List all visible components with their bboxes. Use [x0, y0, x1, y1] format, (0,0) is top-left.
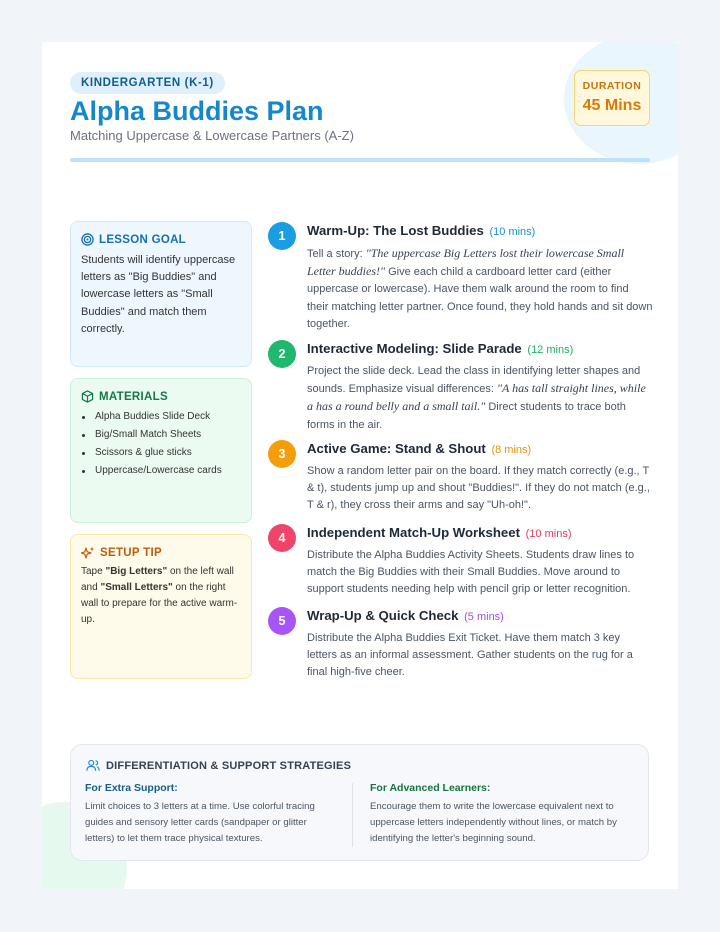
step-quote: "A has tall straight lines, while a has a round belly and a small tail." [307, 381, 646, 414]
step-duration: (10 mins) [489, 226, 536, 238]
step-duration: (8 mins) [491, 444, 532, 456]
step-description [307, 245, 653, 333]
sparkles-icon [81, 546, 95, 560]
step-duration: (5 mins) [464, 611, 504, 623]
lesson-plan-page [42, 42, 678, 889]
extra-support-column [85, 782, 335, 847]
step-title [307, 608, 653, 625]
setup-tip-card [70, 534, 252, 679]
lesson-goal-heading-text: LESSON GOAL [99, 233, 187, 246]
materials-item: Big/Small Match Sheets [81, 426, 241, 444]
step-body [307, 222, 653, 333]
setup-tip-text-part: Tape [81, 566, 106, 577]
lesson-goal-card [70, 221, 252, 367]
step-title [307, 223, 653, 240]
step-title-text: Independent Match-Up Worksheet [307, 525, 520, 540]
step-text: Project the slide deck. Lead the class in identifying letter shapes and sounds. Emphasize visual differences: [307, 365, 641, 396]
box-icon [81, 390, 94, 403]
users-icon [86, 759, 100, 772]
advanced-learners-title: For Advanced Learners: [370, 782, 491, 794]
differentiation-heading-text: DIFFERENTIATION & SUPPORT STRATEGIES [106, 759, 352, 772]
column-divider [352, 783, 353, 847]
step-description [307, 547, 653, 599]
lesson-goal-heading [81, 233, 241, 246]
step-title [307, 341, 653, 358]
step-title [307, 525, 653, 542]
step-title [307, 441, 653, 458]
step-title-text: Wrap-Up & Quick Check [307, 608, 459, 623]
step-title-text: Active Game: Stand & Shout [307, 441, 486, 456]
step-text: Direct students to trace both forms in the air. [307, 401, 626, 431]
step-title-text: Warm-Up: The Lost Buddies [307, 223, 484, 238]
step-number-badge: 5 [268, 607, 296, 635]
setup-tip-bold-big: "Big Letters" [105, 566, 168, 577]
differentiation-heading [86, 759, 351, 772]
page-subtitle: Matching Uppercase & Lowercase Partners (A-Z) [70, 128, 354, 143]
page-title: Alpha Buddies Plan [70, 96, 324, 126]
advanced-learners-column [370, 782, 620, 847]
header-divider [70, 158, 650, 162]
step-body [307, 340, 653, 434]
step-description [307, 630, 653, 682]
target-icon [81, 233, 94, 246]
setup-tip-bold-small: "Small Letters" [100, 582, 173, 593]
step-body [307, 440, 653, 515]
materials-heading-text: MATERIALS [99, 390, 168, 403]
step-number-badge: 4 [268, 524, 296, 552]
materials-item: Uppercase/Lowercase cards [81, 462, 241, 480]
step-number-badge: 3 [268, 440, 296, 468]
duration-label: DURATION [582, 80, 642, 92]
advanced-learners-text: Encourage them to write the lowercase equivalent next to uppercase letters independently without lines, or match by identifying the letter's beginning sound. [370, 801, 617, 844]
step-text: Show a random letter pair on the board. If they match correctly (e.g., T & t), students jump up and shout "Buddies!". If they do not match (e.g., T & r), they cross their arms and say "Uh-oh!". [307, 465, 650, 512]
materials-card [70, 378, 252, 523]
materials-list [81, 408, 241, 480]
step-duration: (10 mins) [525, 528, 572, 540]
extra-support-text: Limit choices to 3 letters at a time. Use colorful tracing guides and sensory letter cards (sandpaper or glitter letters) to let them trace physical textures. [85, 801, 315, 844]
materials-heading [81, 390, 241, 403]
materials-item: Scissors & glue sticks [81, 444, 241, 462]
duration-box [574, 70, 650, 126]
duration-value: 45 Mins [582, 97, 642, 114]
extra-support-title: For Extra Support: [85, 782, 178, 794]
setup-tip-text [81, 564, 241, 628]
materials-item: Alpha Buddies Slide Deck [81, 408, 241, 426]
step-text: Distribute the Alpha Buddies Activity Sheets. Students draw lines to match the Big Buddies with their Small Buddies. Move around to support students needing help with pencil grip or letter recognition. [307, 549, 635, 596]
step-text: Tell a story: [307, 248, 366, 260]
step-quote: "The uppercase Big Letters lost their lowercase Small Letter buddies!" [307, 246, 625, 279]
step-text: Give each child a cardboard letter card (either uppercase or lowercase). Have them walk around the room to find their matching letter partner. Once found, they hold hands and sit down together. [307, 266, 653, 330]
step-description [307, 363, 653, 434]
step-body [307, 524, 653, 599]
step-body [307, 607, 653, 682]
step-number-badge: 2 [268, 340, 296, 368]
setup-tip-text-part: on the left wall and [81, 566, 234, 593]
step-duration: (12 mins) [527, 344, 574, 356]
step-number-badge: 1 [268, 222, 296, 250]
differentiation-panel [70, 744, 649, 861]
lesson-goal-text: Students will identify uppercase letters as "Big Buddies" and lowercase letters as "Small Buddies" and match them correctly. [81, 254, 236, 335]
setup-tip-heading [81, 546, 241, 560]
step-text: Distribute the Alpha Buddies Exit Ticket. Have them match 3 key letters as an informal assessment. Gather students on the rug for a final high-five cheer. [307, 632, 633, 679]
step-description [307, 463, 653, 515]
setup-tip-heading-text: SETUP TIP [100, 547, 162, 559]
setup-tip-text-part: on the right wall to prepare for the active warm-up. [81, 582, 238, 625]
step-title-text: Interactive Modeling: Slide Parade [307, 341, 522, 356]
grade-badge: KINDERGARTEN (K-1) [70, 72, 225, 94]
